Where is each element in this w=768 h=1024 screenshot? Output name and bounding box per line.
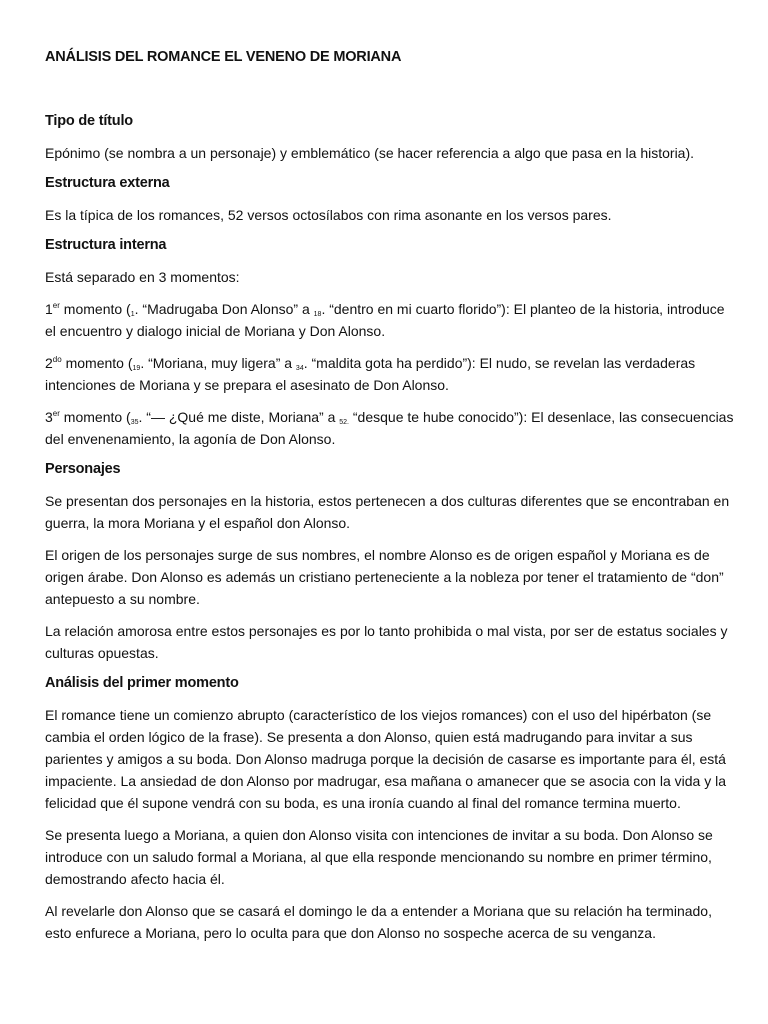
paragraph-momento-1 bbox=[45, 298, 735, 342]
momento-text: . “Madrugaba Don Alonso” a bbox=[134, 301, 314, 317]
paragraph-estructura-intro: Está separado en 3 momentos: bbox=[45, 269, 240, 285]
momento-label: momento ( bbox=[59, 409, 131, 425]
document-body bbox=[45, 47, 735, 944]
heading-personajes: Personajes bbox=[45, 461, 121, 477]
paragraph-primer-momento-1: El romance tiene un comienzo abrupto (característico de los viejos romances) con el uso del hipérbaton (se cambia el orden lógico de la frase). Se presenta a don Alonso, quien está madrugando para invitar a sus parientes y amigos a su boda. Don Alonso madruga porque la decisión de casarse es importante para él, está impaciente. La ansiedad de don Alonso por madrugar, esa mañana o amanecer que se asocia con la vida y la felicidad que él supone vendrá con su boda, es una ironía cuando al final del romance termina muerto. bbox=[45, 707, 726, 811]
momento-text: . “Moriana, muy ligera” a bbox=[140, 355, 296, 371]
paragraph-personajes-3: La relación amorosa entre estos personajes es por lo tanto prohibida o mal vista, por ser de estatus sociales y culturas opuestas. bbox=[45, 623, 728, 661]
verse-number: 35 bbox=[130, 419, 139, 426]
paragraph-primer-momento-2: Se presenta luego a Moriana, a quien don Alonso visita con intenciones de invitar a su boda. Don Alonso se introduce con un saludo formal a Moriana, al que ella responde mencionando su nombre en primer término, demostrando afecto hacia él. bbox=[45, 827, 713, 887]
paragraph-personajes-1: Se presentan dos personajes en la historia, estos pertenecen a dos culturas diferentes que se encontraban en guerra, la mora Moriana y el español don Alonso. bbox=[45, 493, 730, 531]
momento-label: momento ( bbox=[61, 355, 133, 371]
paragraph-estructura-externa: Es la típica de los romances, 52 versos octosílabos con rima asonante en los versos pares. bbox=[45, 207, 612, 223]
momento-text: . “— ¿Qué me diste, Moriana” a bbox=[138, 409, 340, 425]
momento-number: 1 bbox=[45, 301, 53, 317]
momento-ordinal: do bbox=[52, 355, 62, 364]
paragraph-tipo-titulo: Epónimo (se nombra a un personaje) y emblemático (se hacer referencia a algo que pasa en la historia). bbox=[45, 145, 695, 161]
momento-ordinal: er bbox=[52, 409, 60, 418]
paragraph-primer-momento-3: Al revelarle don Alonso que se casará el domingo le da a entender a Moriana que su relación ha terminado, esto enfurece a Moriana, pero lo oculta para que don Alonso no sospeche acerca de su venganza. bbox=[45, 903, 712, 941]
paragraph-personajes-2: El origen de los personajes surge de sus nombres, el nombre Alonso es de origen español y Moriana es de origen árabe. Don Alonso es además un cristiano perteneciente a la nobleza por tener el tratamiento de “don” antepuesto a su nombre. bbox=[45, 547, 724, 607]
heading-estructura-externa: Estructura externa bbox=[45, 175, 170, 191]
verse-number: 34 bbox=[295, 365, 304, 372]
verse-number: 1 bbox=[130, 311, 135, 318]
paragraph-momento-2 bbox=[45, 352, 735, 396]
verse-number: 52. bbox=[339, 419, 349, 426]
verse-number: 18 bbox=[313, 311, 322, 318]
momento-label: momento ( bbox=[59, 301, 131, 317]
heading-tipo-titulo: Tipo de título bbox=[45, 113, 133, 129]
heading-primer-momento: Análisis del primer momento bbox=[45, 675, 239, 691]
momento-text: . “dentro en mi cuarto florido”): El planteo de la historia, introduce el encuentro y dialogo inicial de Moriana y Don Alonso. bbox=[45, 301, 725, 339]
heading-estructura-interna: Estructura interna bbox=[45, 237, 167, 253]
paragraph-momento-3 bbox=[45, 406, 735, 450]
momento-text: “desque te hube conocido”): El desenlace, las consecuencias del envenenamiento, la agonía de Don Alonso. bbox=[45, 409, 734, 447]
momento-number: 2 bbox=[45, 355, 53, 371]
momento-ordinal: er bbox=[52, 301, 60, 310]
document-title: ANÁLISIS DEL ROMANCE EL VENENO DE MORIANA bbox=[45, 49, 402, 65]
momento-text: . “maldita gota ha perdido”): El nudo, se revelan las verdaderas intenciones de Moriana y se prepara el asesinato de Don Alonso. bbox=[45, 355, 696, 393]
verse-number: 19 bbox=[132, 365, 141, 372]
momento-number: 3 bbox=[45, 409, 53, 425]
